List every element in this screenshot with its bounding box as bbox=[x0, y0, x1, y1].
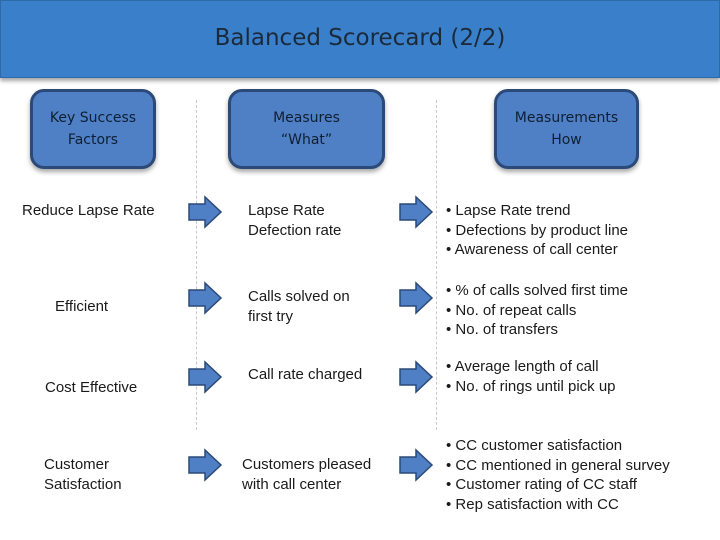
measures-cell: Call rate charged bbox=[248, 366, 363, 383]
title-bar bbox=[0, 0, 720, 78]
header-label: Measures “What” bbox=[273, 110, 340, 148]
header-measures bbox=[228, 89, 385, 169]
factor-cell: Customer Satisfaction bbox=[44, 456, 122, 493]
header-label: Measurements How bbox=[514, 110, 619, 148]
right-arrow-icon bbox=[187, 448, 223, 482]
slide-title: Balanced Scorecard (2/2) bbox=[214, 25, 506, 51]
measures-cell: Lapse Rate Defection rate bbox=[248, 202, 342, 239]
column-divider bbox=[436, 100, 437, 430]
header-label: Key Success Factors bbox=[49, 110, 137, 148]
measures-cell: Calls solved on first try bbox=[248, 288, 350, 325]
right-arrow-icon bbox=[398, 281, 434, 315]
right-arrow-icon bbox=[187, 281, 223, 315]
right-arrow-icon bbox=[398, 448, 434, 482]
right-arrow-icon bbox=[187, 195, 223, 229]
measurements-cell: • Lapse Rate trend • Defections by product line • Awareness of call center bbox=[446, 202, 629, 258]
factor-cell: Cost Effective bbox=[45, 379, 138, 396]
right-arrow-icon bbox=[187, 360, 223, 394]
right-arrow-icon bbox=[398, 195, 434, 229]
right-arrow-icon bbox=[398, 360, 434, 394]
header-key-success-factors bbox=[30, 89, 156, 169]
measurements-cell: • CC customer satisfaction • CC mentioned in general survey • Customer rating of CC staff • Rep satisfaction with CC bbox=[446, 437, 670, 513]
measures-cell: Customers pleased with call center bbox=[242, 456, 372, 493]
measurements-cell: • Average length of call • No. of rings until pick up bbox=[446, 358, 616, 395]
header-measurements bbox=[494, 89, 639, 169]
factor-cell: Reduce Lapse Rate bbox=[22, 202, 155, 219]
factor-cell: Efficient bbox=[55, 298, 109, 315]
measurements-cell: • % of calls solved first time • No. of repeat calls • No. of transfers bbox=[446, 282, 628, 338]
